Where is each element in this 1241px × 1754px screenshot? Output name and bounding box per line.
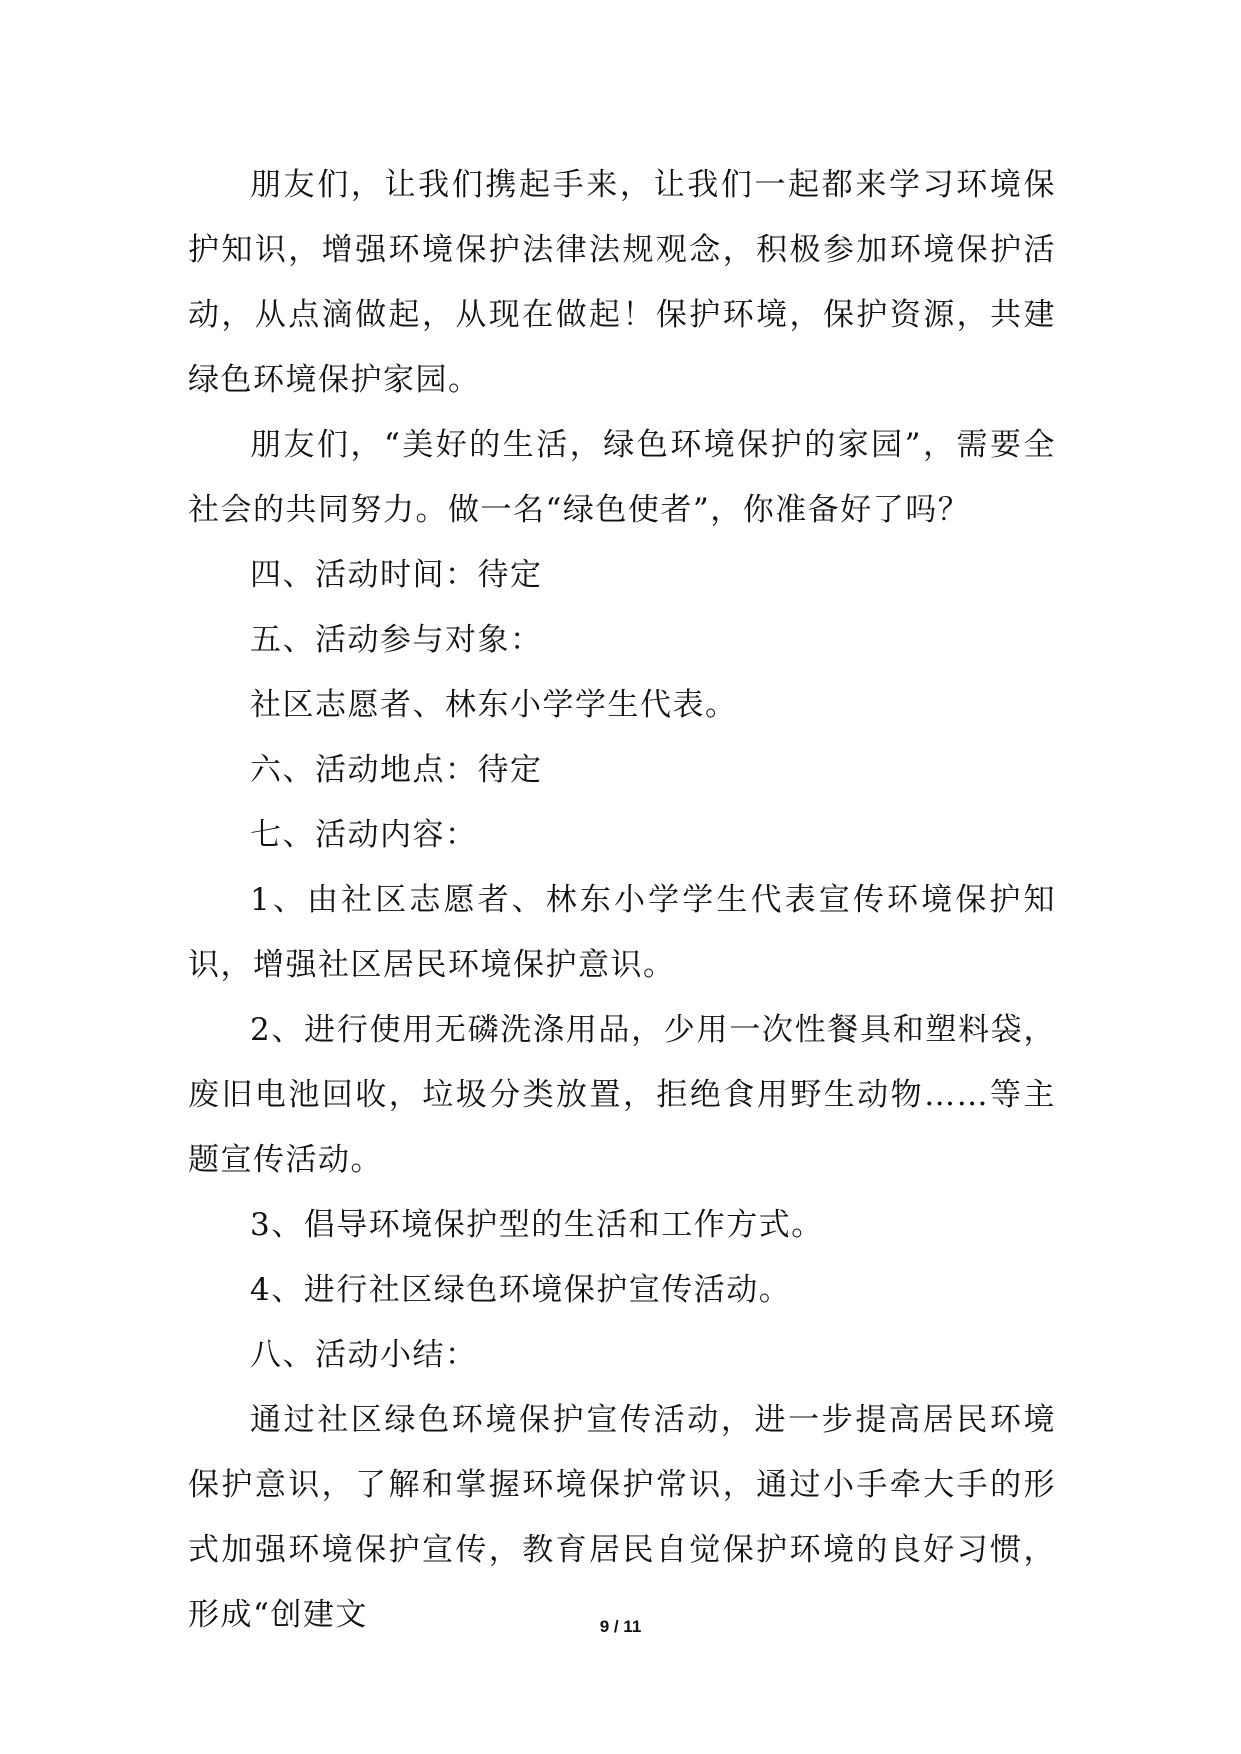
document-body (188, 153, 1056, 1648)
paragraph-summary: 通过社区绿色环境保护宣传活动，进一步提高居民环境保护意识，了解和掌握环境保护常识，通过小手牵大手的形式加强环境保护宣传，教育居民自觉保护环境的良好习惯，形成“创建文 (188, 1402, 1056, 1633)
paragraph-green-messenger: 朋友们，“美好的生活，绿色环境保护的家园”，需要全社会的共同努力。做一名“绿色使者”，你准备好了吗？ (188, 427, 1056, 528)
list-item-content-3: 3、倡导环境保护型的生活和工作方式。 (250, 1207, 824, 1243)
section-heading-location: 六、活动地点：待定 (250, 752, 543, 788)
list-item-content-1: 1、由社区志愿者、林东小学学生代表宣传环境保护知识，增强社区居民环境保护意识。 (188, 882, 1056, 983)
section-heading-participants: 五、活动参与对象： (250, 622, 543, 658)
paragraph-call-to-action: 朋友们，让我们携起手来，让我们一起都来学习环境保护知识，增强环境保护法律法规观念，积极参加环境保护活动，从点滴做起，从现在做起！保护环境，保护资源，共建绿色环境保护家园。 (188, 167, 1056, 398)
list-item-content-4: 4、进行社区绿色环境保护宣传活动。 (250, 1272, 792, 1308)
section-heading-content: 七、活动内容： (250, 817, 478, 853)
section-heading-activity-time: 四、活动时间：待定 (250, 557, 543, 593)
list-item-content-2: 2、进行使用无磷洗涤用品，少用一次性餐具和塑料袋，废旧电池回收，垃圾分类放置，拒绝食用野生动物……等主题宣传活动。 (188, 1012, 1056, 1178)
section-heading-summary: 八、活动小结： (250, 1337, 478, 1373)
paragraph-participants: 社区志愿者、林东小学学生代表。 (250, 687, 738, 723)
page-number: 9 / 11 (599, 1617, 642, 1636)
